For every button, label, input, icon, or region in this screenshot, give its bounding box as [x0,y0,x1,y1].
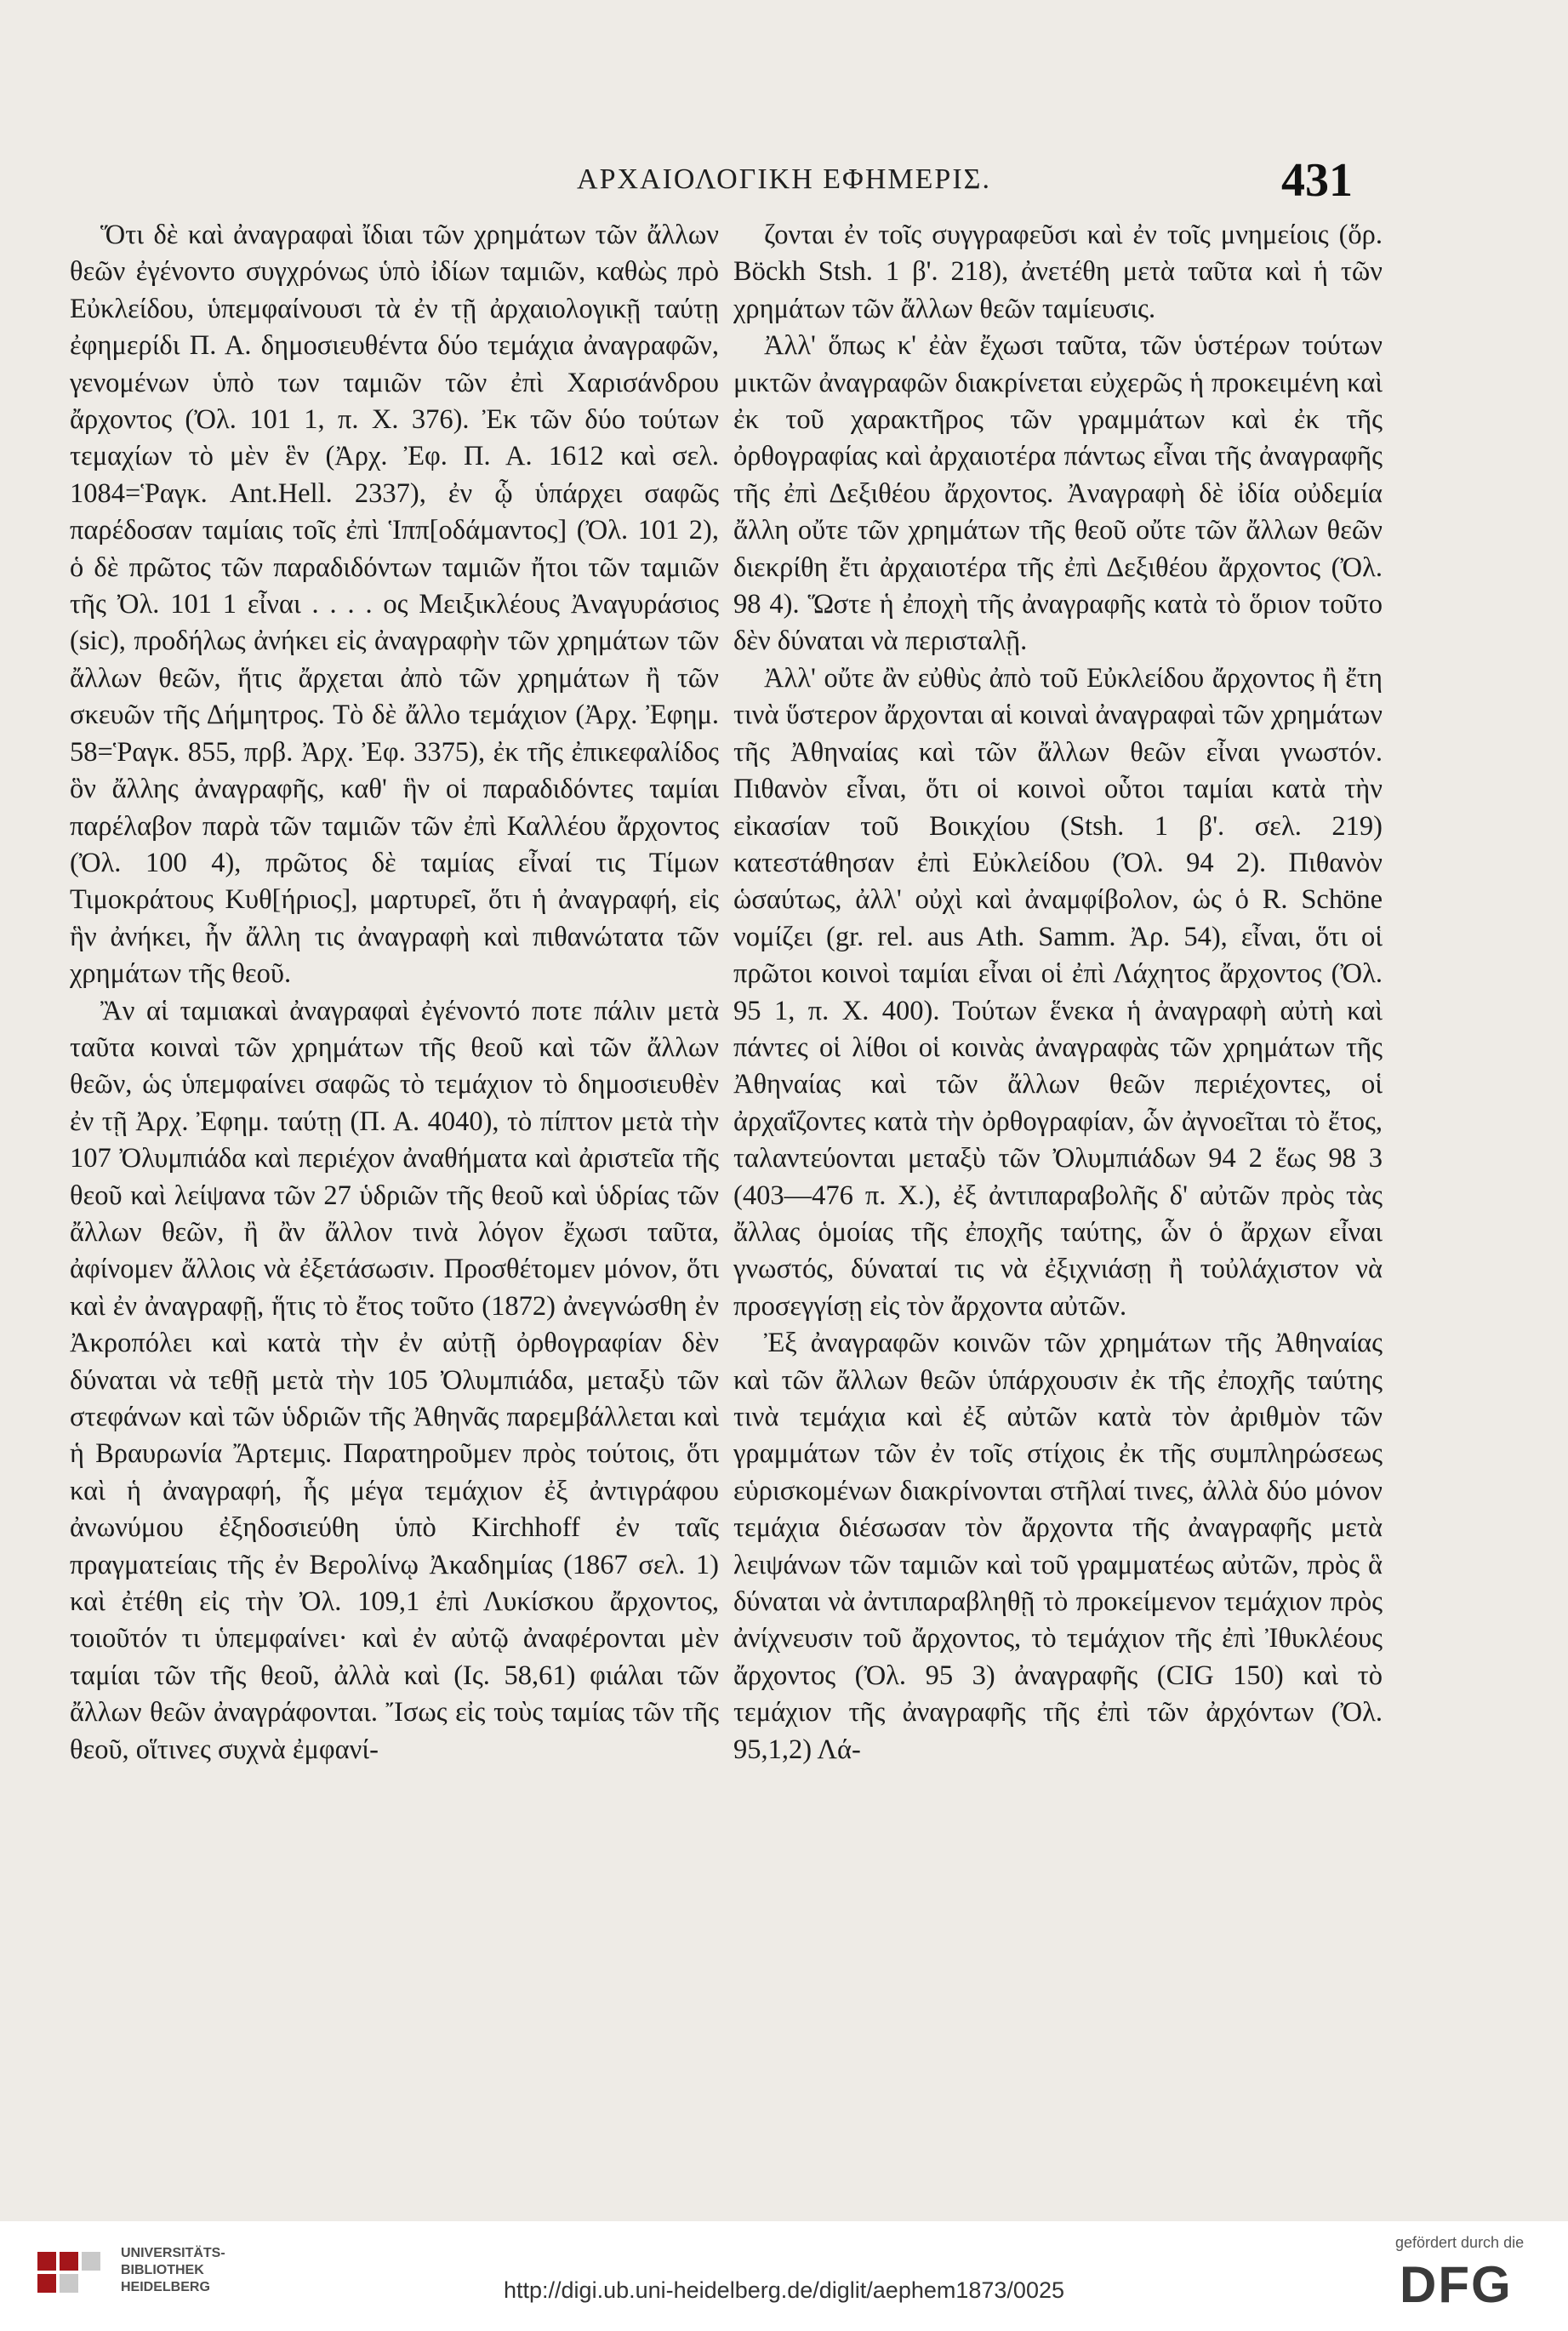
library-line: BIBLIOTHEK [121,2263,204,2277]
paragraph: Ἐξ ἀναγραφῶν κοινῶν τῶν χρημάτων τῆς Ἀθηναίας καὶ τῶν ἄλλων θεῶν ὑπάρχουσιν ἐκ τῆς ἐποχῆς ταύτης τινὰ τεμάχια καὶ ἐξ αὐτῶν κατὰ τὸν ἀριθμὸν τῶν γραμμάτων τῶν ἐν τοῖς στίχοις ἐκ τῆς συμπληρώσεως εὑρισκομένων διακρίνονται στῆλαί τινες, ἀλλὰ δύο μόνον τεμάχια διέσωσαν τὸν ἄρχοντα τῆς ἀναγραφῆς μετὰ λειψάνων τῶν ταμιῶν καὶ τοῦ γραμματέως αὐτῶν, πρὸς ἃ δύναται νὰ ἀντιπαραβληθῇ τὸ προκείμενον τεμάχιον πρὸς ἀνίχνευσιν τοῦ ἄρχοντος, τὸ τεμάχιον τῆς ἐπὶ Ἰθυκλέους ἄρχοντος (Ὀλ. 95 3) ἀναγραφῆς (CIG 150) καὶ τὸ τεμάχιον τῆς ἀναγραφῆς τῆς ἐπὶ τῶν ἀρχόντων (Ὀλ. 95,1,2) Λά- [733,1328,1383,1765]
library-line: UNIVERSITÄTS- [121,2246,225,2260]
source-url[interactable]: http://digi.ub.uni-heidelberg.de/diglit/aephem1873/0025 [504,2277,1064,2303]
paragraph: Ὅτι δὲ καὶ ἀναγραφαὶ ἴδιαι τῶν χρημάτων τῶν ἄλλων θεῶν ἐγένοντο συγχρόνως ὑπὸ ἰδίων ταμιῶν, καθὼς πρὸ Εὐκλείδου, ὑπεμφαίνουσι τὰ ἐν τῇ ἀρχαιολογικῇ ταύτῃ ἐφημερίδι Π. Α. δημοσιευθέντα δύο τεμάχια ἀναγραφῶν, γενομένων ὑπὸ των ταμιῶν τῶν ἐπὶ Χαρισάνδρου ἄρχοντος (Ὀλ. 101 1, π. Χ. 376). Ἐκ τῶν δύο τούτων τεμαχίων τὸ μὲν ἓν (Ἀρχ. Ἐφ. Π. Α. 1612 καὶ σελ. 1084=Ῥαγκ. Ant.Hell. 2337), ἐν ᾧ ὑπάρχει σαφῶς παρέδοσαν ταμίαις τοῖς ἐπὶ Ἱππ[οδάμαντος] (Ὀλ. 101 2), ὁ δὲ πρῶτος τῶν παραδιδόντων ταμιῶν ἤτοι τῶν ταμιῶν τῆς Ὀλ. 101 1 εἶναι . . . . ος Μειξικλέους Ἀναγυράσιος (sic), προδήλως ἀνήκει εἰς ἀναγραφὴν τῶν χρημάτων τῶν ἄλλων θεῶν, ἥτις ἄρχεται ἀπὸ τῶν χρημάτων ἢ τῶν σκευῶν τῆς Δήμητρος. Τὸ δὲ ἄλλο τεμάχιον (Ἀρχ. Ἐφημ. 58=Ῥαγκ. 855, πρβ. Ἀρχ. Ἐφ. 3375), ἐκ τῆς ἐπικεφαλίδος ὃν ἄλλης ἀναγραφῆς, καθ' ἣν οἱ παραδιδόντες ταμίαι παρέλαβον παρὰ τῶν ταμιῶν τῶν ἐπὶ Καλλέου ἄρχοντος (Ὀλ. 100 4), πρῶτος δὲ ταμίας εἶναί τις Τίμων Τιμοκράτους Κυθ[ήριος], μαρτυρεῖ, ὅτι ἡ ἀναγραφή, εἰς ἣν ἀνήκει, ἦν ἄλλη τις ἀναγραφὴ καὶ πιθανώτατα τῶν χρημάτων τῆς θεοῦ. [70,220,719,990]
left-column [70,217,719,1911]
funded-by-label: gefördert durch die [1395,2234,1525,2251]
paragraph: Ἂν αἱ ταμιακαὶ ἀναγραφαὶ ἐγένοντό ποτε πάλιν μετὰ ταῦτα κοιναὶ τῶν χρημάτων τῆς θεοῦ καὶ τῶν ἄλλων θεῶν, ὡς ὑπεμφαίνει σαφῶς τὸ τεμάχιον τὸ δημοσιευθὲν ἐν τῇ Ἀρχ. Ἐφημ. ταύτῃ (Π. Α. 4040), τὸ πίπτον μετὰ τὴν 107 Ὀλυμπιάδα καὶ περιέχον ἀναθήματα καὶ ἀριστεῖα τῆς θεοῦ καὶ λείψανα τῶν 27 ὑδριῶν τῆς θεοῦ καὶ ὑδρίας τῶν ἄλλων θεῶν, ἢ ἂν ἄλλον τινὰ λόγον ἔχωσι ταῦτα, ἀφίνομεν ἄλλοις νὰ ἐξετάσωσιν. Προσθέτομεν μόνον, ὅτι καὶ ἐν ἀναγραφῇ, ἥτις τὸ ἔτος τοῦτο (1872) ἀνεγνώσθη ἐν Ἀκροπόλει καὶ κατὰ τὴν ἐν αὐτῇ ὀρθογραφίαν δὲν δύναται νὰ τεθῇ μετὰ τὴν 105 Ὀλυμπιάδα, μεταξὺ τῶν στεφάνων καὶ τῶν ὑδριῶν τῆς Ἀθηνᾶς παρεμβάλλεται καὶ ἡ Βραυρωνία Ἄρτεμις. Παρατηροῦμεν πρὸς τούτοις, ὅτι καὶ ἡ ἀναγραφή, ἧς μέγα τεμάχιον ἐξ ἀντιγράφου ἀνωνύμου ἐξηδοσιεύθη ὑπὸ Kirchhoff ἐν ταῖς πραγματείαις τῆς ἐν Βερολίνῳ Ἀκαδημίας (1867 σελ. 1) καὶ ἐτέθη εἰς τὴν Ὀλ. 109,1 ἐπὶ Λυκίσκου ἄρχοντος, τοιοῦτόν τι ὑπεμφαίνει· καὶ ἐν αὐτῷ ἀναφέρονται μὲν ταμίαι τῶν τῆς θεοῦ, ἀλλὰ καὶ (Ις. 58,61) φιάλαι τῶν ἄλλων θεῶν ἀναγράφονται. Ἴσως εἰς τοὺς ταμίας τῶν τῆς θεοῦ, οἵτινες συχνὰ ἐμφανί- [70,995,719,1765]
paragraph: Ἀλλ' οὔτε ἂν εὐθὺς ἀπὸ τοῦ Εὐκλείδου ἄρχοντος ἢ ἔτη τινὰ ὕστερον ἄρχονται αἱ κοιναὶ ἀναγραφαὶ τῶν χρημάτων τῆς Ἀθηναίας καὶ τῶν ἄλλων θεῶν εἶναι γνωστόν. Πιθανὸν εἶναι, ὅτι οἱ κοινοὶ οὗτοι ταμίαι κατὰ τὴν εἰκασίαν τοῦ Βοικχίου (Stsh. 1 β'. σελ. 219) κατεστάθησαν ἐπὶ Εὐκλείδου (Ὀλ. 94 2). Πιθανὸν ὡσαύτως, ἀλλ' οὐχὶ καὶ ἀναμφίβολον, ὡς ὁ R. Schöne νομίζει (gr. rel. aus Ath. Samm. Ἀρ. 54), εἶναι, ὅτι οἱ πρῶτοι κοινοὶ ταμίαι εἶναι οἱ ἐπὶ Λάχητος ἄρχοντος (Ὀλ. 95 1, π. Χ. 400). Τούτων ἕνεκα ἡ ἀναγραφὴ αὐτὴ καὶ πάντες οἱ λίθοι οἱ κοινὰς ἀναγραφὰς τῶν χρημάτων τῆς Ἀθηναίας καὶ τῶν ἄλλων θεῶν περιέχοντες, οἱ ἀρχαΐζοντες κατὰ τὴν ὀρθογραφίαν, ὧν ἀγνοεῖται τὸ ἔτος, ταλαντεύονται μεταξὺ τῶν Ὀλυμπιάδων 94 2 ἕως 98 3 (403—476 π. Χ.), ἐξ ἀντιπαραβολῆς δ' αὐτῶν πρὸς τὰς ἄλλας ὁμοίας τῆς ἐποχῆς ταύτης, ὧν ὁ ἄρχων εἶναι γνωστός, δύναταί τις νὰ ἐξιχνιάσῃ ἢ τοὐλάχιστον νὰ προσεγγίσῃ εἰς τὸν ἄρχοντα αὐτῶν. [733,662,1383,1322]
running-header: ΑΡΧΑΙΟΛΟΓΙΚΗ ΕΦΗΜΕΡΙΣ. [577,163,991,195]
right-column [733,217,1383,1911]
page-number: 431 [1281,154,1353,207]
footer-bar [0,2221,1568,2331]
library-line: HEIDELBERG [121,2280,210,2294]
paragraph: ζονται ἐν τοῖς συγγραφεῦσι καὶ ἐν τοῖς μνημείοις (ὅρ. Böckh Stsh. 1 β'. 218), ἀνετέθη μετὰ ταῦτα καὶ ἡ τῶν χρημάτων τῶν ἄλλων θεῶν ταμίευσις. [733,220,1383,324]
paragraph: Ἀλλ' ὅπως κ' ἐὰν ἔχωσι ταῦτα, τῶν ὑστέρων τούτων μικτῶν ἀναγραφῶν διακρίνεται εὐχερῶς ἡ προκειμένη καὶ ἐκ τοῦ χαρακτῆρος τῶν γραμμάτων καὶ ἐκ τῆς ὀρθογραφίας καὶ ἀρχαιοτέρα πάντως εἶναι τῆς ἀναγραφῆς τῆς ἐπὶ Δεξιθέου ἄρχοντος. Ἀναγραφὴ δὲ ἰδία οὐδεμία ἄλλη οὔτε τῶν χρημάτων τῆς θεοῦ οὔτε τῶν ἄλλων θεῶν διεκρίθη ἔτι ἀρχαιοτέρα τῆς ἐπὶ Δεξιθέου ἄρχοντος (Ὀλ. 98 4). Ὥστε ἡ ἐποχὴ τῆς ἀναγραφῆς κατὰ τὸ ὅριον τοῦτο δὲν δύναται νὰ περισταλῇ. [733,330,1383,657]
dfg-logo: DFG [1400,2256,1513,2313]
